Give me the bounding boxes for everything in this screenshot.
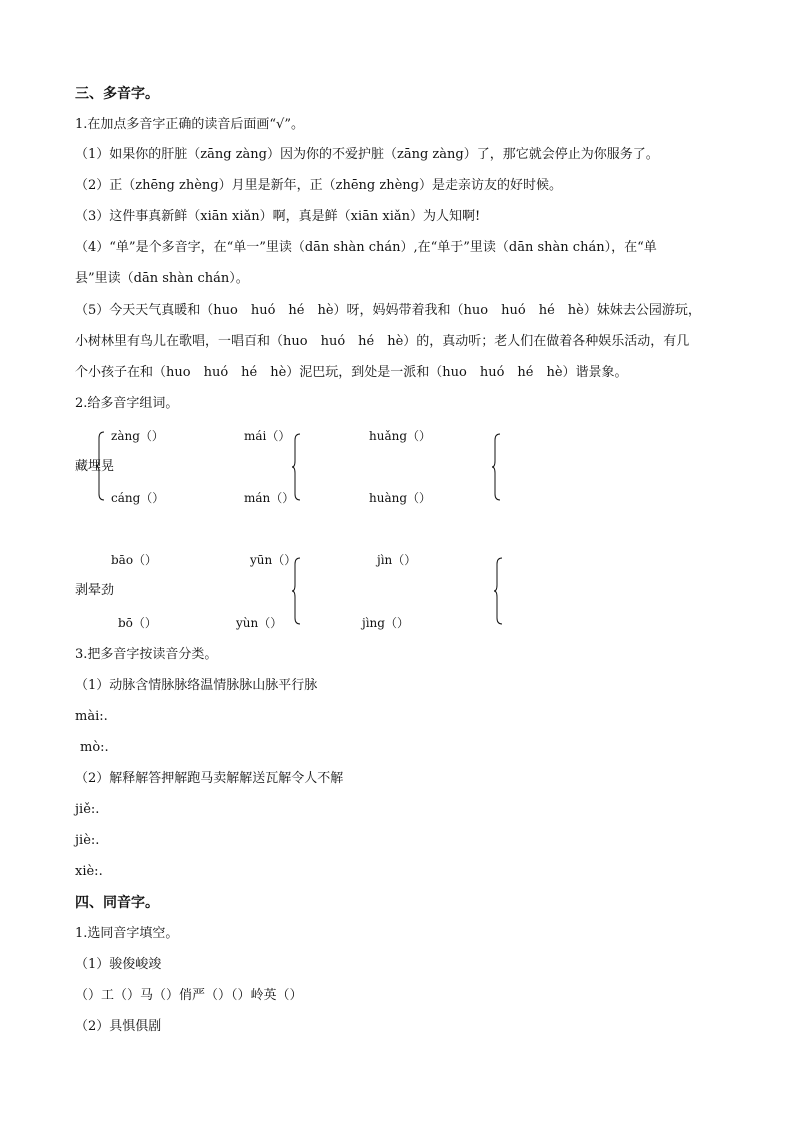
answer-label: jiě:. xyxy=(75,802,100,817)
polyphone-chars: 藏埋晃 xyxy=(75,459,115,474)
pinyin-blank: jìng（） xyxy=(362,616,409,630)
polyphone-chars: 剥晕劲 xyxy=(75,583,115,598)
pinyin-blank: zàng（） xyxy=(111,429,164,443)
section-heading-homophones: 四、同音字。 xyxy=(75,895,159,911)
word-list: （2）解释解答押解跑马卖解解送瓦解令人不解 xyxy=(75,771,344,786)
left-brace xyxy=(292,556,302,626)
question-title: 2.给多音字组词。 xyxy=(75,396,179,411)
question-title: 3.把多音字按读音分类。 xyxy=(75,647,218,662)
left-brace xyxy=(292,432,302,502)
question-item: （3）这件事真新鲜（xiān xiǎn）啊，真是鲜（xiān xiǎn）为人知啊! xyxy=(75,209,481,224)
char-options: （2）具惧俱剧 xyxy=(75,1019,162,1034)
left-brace xyxy=(494,556,504,626)
left-brace xyxy=(492,432,502,502)
question-item: （2）正（zhēng zhèng）月里是新年，正（zhēng zhèng）是走亲访友的好时候。 xyxy=(75,178,562,193)
char-options: （1）骏俊峻竣 xyxy=(75,957,162,972)
question-item: （1）如果你的肝脏（zāng zàng）因为你的不爱护脏（zāng zàng）了，那它就会停止为你服务了。 xyxy=(75,147,659,162)
pinyin-blank: mán（） xyxy=(244,491,295,505)
fill-blanks: （）工（）马（）俏严（）（）岭英（） xyxy=(75,988,303,1003)
answer-label: mài:. xyxy=(75,709,108,724)
pinyin-blank: huàng（） xyxy=(369,491,432,505)
question-item: （4）“单”是个多音字，在“单一”里读（dān shàn chán）,在“单于”里读（dān shàn chán），在“单 xyxy=(75,240,657,255)
pinyin-blank: jìn（） xyxy=(377,553,417,567)
question-title: 1.在加点多音字正确的读音后面画“√”。 xyxy=(75,117,304,132)
pinyin-blank: bō（） xyxy=(118,616,157,630)
pinyin-blank: cáng（） xyxy=(111,491,165,505)
answer-label: jiè:. xyxy=(75,833,100,848)
pinyin-blank: yùn（） xyxy=(236,616,283,630)
question-item: 县”里读（dān shàn chán）。 xyxy=(75,271,249,286)
question-item: 个小孩子在和（huo huó hé hè）泥巴玩，到处是一派和（huo huó hé hè）谐景象。 xyxy=(75,365,628,380)
question-item: 小树林里有鸟儿在歌唱，一唱百和（huo huó hé hè）的，真动听；老人们在做着各种娱乐活动，有几 xyxy=(75,334,690,349)
pinyin-blank: huǎng（） xyxy=(369,429,432,443)
answer-label: xiè:. xyxy=(75,864,103,879)
word-list: （1）动脉含情脉脉络温情脉脉山脉平行脉 xyxy=(75,678,318,693)
question-title: 1.选同音字填空。 xyxy=(75,926,179,941)
pinyin-blank: yūn（） xyxy=(250,553,297,567)
question-item: （5）今天天气真暖和（huo huó hé hè）呀，妈妈带着我和（huo huó hé hè）妹妹去公园游玩， xyxy=(75,303,701,318)
pinyin-blank: bāo（） xyxy=(111,553,158,567)
pinyin-blank: mái（） xyxy=(244,429,291,443)
answer-label: mò:. xyxy=(80,740,109,755)
section-heading-polyphones: 三、多音字。 xyxy=(75,86,159,102)
